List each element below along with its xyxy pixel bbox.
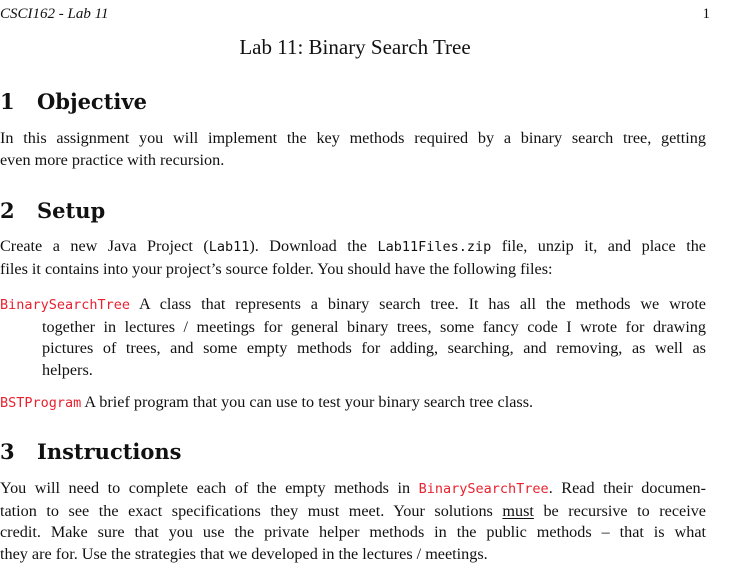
- file-name-code: BinarySearchTree: [0, 297, 131, 313]
- project-name-code: Lab11: [208, 239, 250, 255]
- instructions-text: . Read their documen-: [548, 479, 706, 497]
- instructions-text: You will need to complete each of the empty methods in: [0, 479, 419, 497]
- instructions-line: credit. Make sure that you use the private helper methods in the public methods – that is what: [0, 523, 706, 541]
- page-number: 1: [702, 6, 710, 22]
- file-item-line: [0, 294, 706, 317]
- file-item-line: [0, 392, 706, 415]
- setup-text: Create a new Java Project (: [0, 237, 209, 255]
- underlined-word: must: [502, 501, 534, 520]
- setup-paragraph: [0, 236, 706, 280]
- instructions-text: be recursive to receive: [533, 501, 706, 520]
- setup-text: file, unzip it, and place the: [491, 237, 706, 255]
- file-item-line: helpers.: [42, 360, 93, 379]
- objective-line: even more practice with recursion.: [0, 150, 225, 169]
- file-description: A brief program that you can use to test your binary search tree class.: [81, 393, 534, 411]
- section-heading-instructions: [0, 439, 182, 464]
- course-label: CSCI162 - Lab 11: [0, 6, 109, 22]
- instructions-text: tation to see the exact specifications they must meet. Your solutions: [0, 501, 503, 520]
- instructions-line: they are for. Use the strategies that we developed in the lectures / meetings.: [0, 544, 488, 563]
- file-description: A class that represents a binary search tree. It has all the methods we wrote: [130, 295, 706, 313]
- objective-line: In this assignment you will implement the key methods required by a binary search tree, getting: [0, 129, 706, 147]
- instructions-paragraph: [0, 478, 706, 565]
- file-item-binarysearchtree: [0, 294, 706, 381]
- running-header: [0, 6, 743, 24]
- setup-text: ). Download the: [249, 237, 378, 255]
- section-title: Setup: [37, 198, 106, 223]
- section-number: 3: [0, 439, 15, 464]
- section-title: Objective: [37, 89, 147, 114]
- section-number: 2: [0, 198, 15, 223]
- class-name-code: BinarySearchTree: [418, 481, 549, 497]
- section-heading-setup: [0, 198, 105, 223]
- setup-line: [0, 236, 706, 259]
- file-name-code: BSTProgram: [0, 395, 82, 411]
- zip-file-code: Lab11Files.zip: [377, 239, 492, 255]
- file-item-line: together in lectures / meetings for general binary trees, some fancy code I wrote for drawing: [42, 317, 706, 336]
- setup-line: files it contains into your project’s source folder. You should have the following files:: [0, 259, 553, 278]
- instructions-line: [0, 501, 706, 523]
- section-title: Instructions: [37, 439, 182, 464]
- instructions-line: [0, 478, 706, 501]
- file-item-bstprogram: [0, 392, 706, 415]
- section-number: 1: [0, 89, 15, 114]
- objective-paragraph: [0, 128, 706, 171]
- section-heading-objective: [0, 89, 147, 114]
- file-item-line: pictures of trees, and some empty methods for adding, searching, and removing, as well as: [42, 339, 706, 357]
- document-title: Lab 11: Binary Search Tree: [239, 35, 471, 59]
